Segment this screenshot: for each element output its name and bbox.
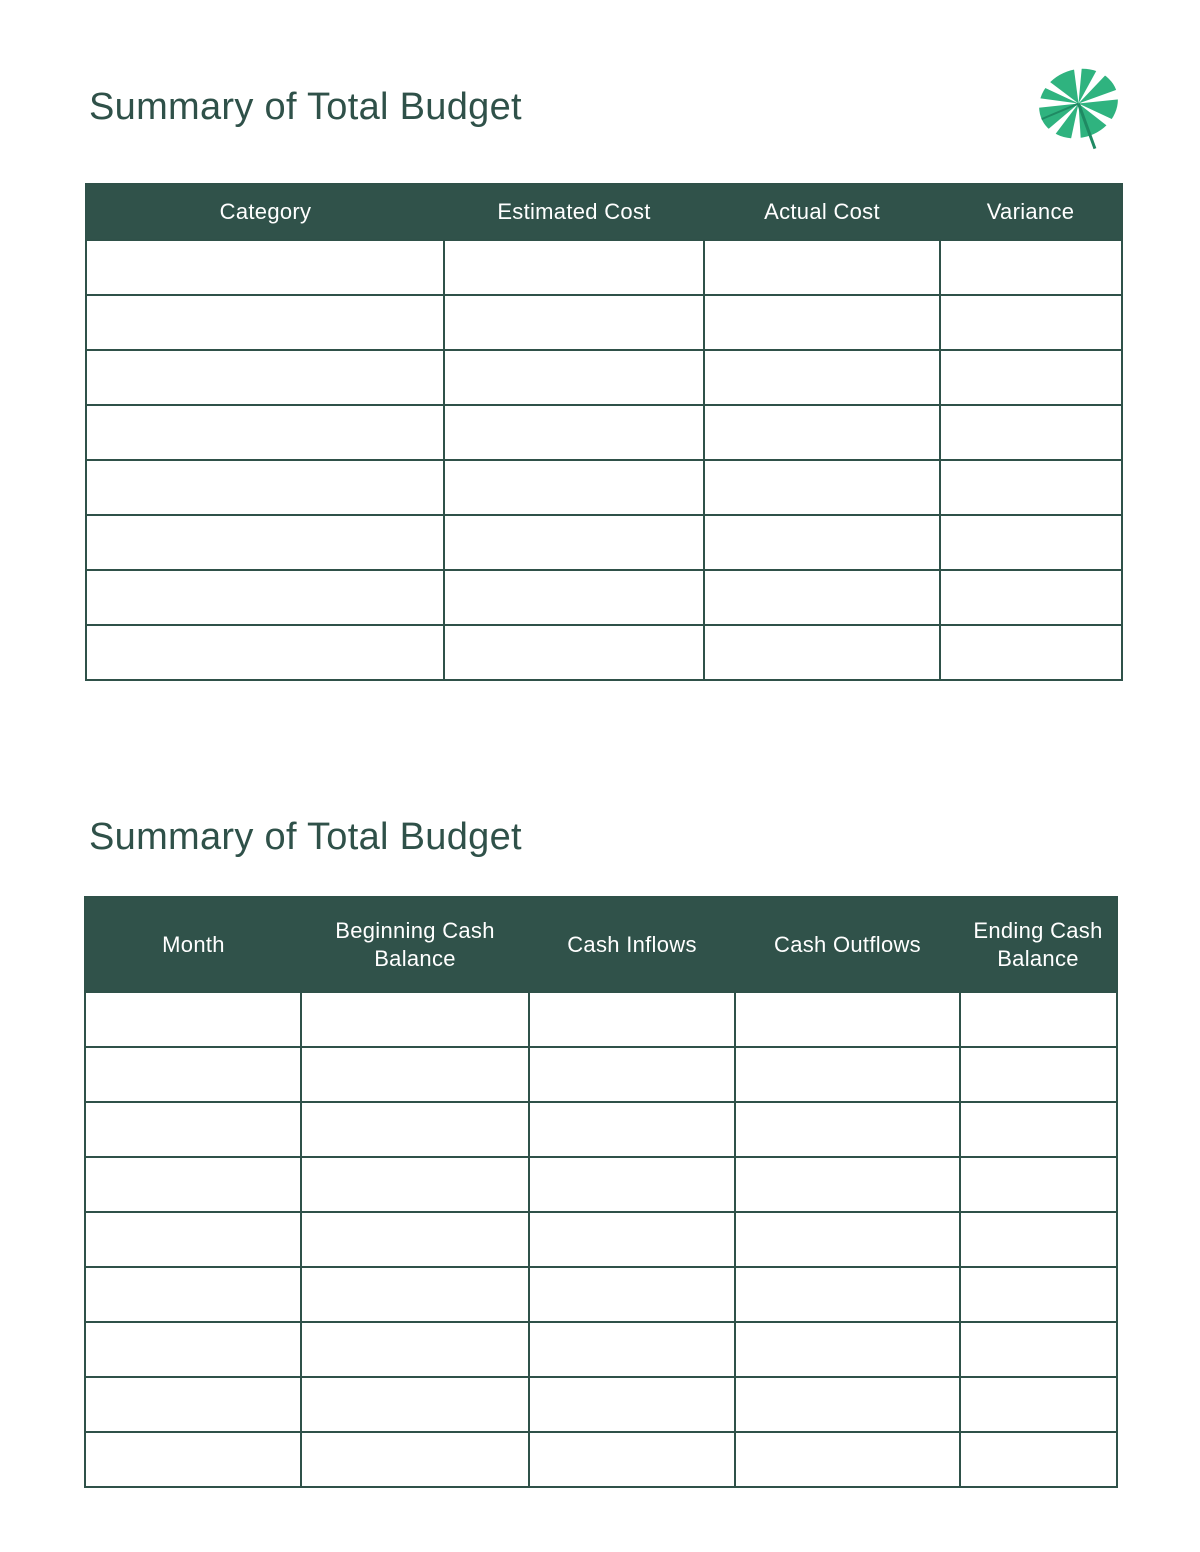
table-cell[interactable]: [301, 1377, 529, 1432]
table-row: [85, 1047, 1117, 1102]
table-cell[interactable]: [940, 295, 1122, 350]
table-cell[interactable]: [735, 1432, 960, 1487]
table-row: [85, 1432, 1117, 1487]
table-cell[interactable]: [85, 1102, 301, 1157]
table-cell[interactable]: [444, 460, 704, 515]
table-cell[interactable]: [85, 1212, 301, 1267]
column-header-cash-outflows: Cash Outflows: [735, 897, 960, 992]
table-cell[interactable]: [704, 350, 940, 405]
column-header-month: Month: [85, 897, 301, 992]
table-cell[interactable]: [85, 992, 301, 1047]
table-cell[interactable]: [86, 460, 444, 515]
table-cell[interactable]: [444, 240, 704, 295]
monstera-leaf-icon: [1030, 62, 1126, 154]
table-cell[interactable]: [85, 1322, 301, 1377]
table-cell[interactable]: [529, 1102, 735, 1157]
table-row: [86, 350, 1122, 405]
table-cell[interactable]: [960, 992, 1117, 1047]
table-cell[interactable]: [960, 1267, 1117, 1322]
table-cell[interactable]: [529, 1377, 735, 1432]
table-row: [85, 1267, 1117, 1322]
table-row: [85, 1157, 1117, 1212]
table-cell[interactable]: [529, 1432, 735, 1487]
column-header-actual-cost: Actual Cost: [704, 184, 940, 240]
table-cell[interactable]: [704, 240, 940, 295]
table-cell[interactable]: [735, 1047, 960, 1102]
table-row: [86, 625, 1122, 680]
cash-flow-table: [84, 896, 1118, 1488]
table-cell[interactable]: [444, 570, 704, 625]
table-cell[interactable]: [86, 570, 444, 625]
table-cell[interactable]: [301, 1047, 529, 1102]
table-cell[interactable]: [85, 1157, 301, 1212]
table-row: [86, 515, 1122, 570]
table-body: [86, 240, 1122, 680]
table-cell[interactable]: [86, 405, 444, 460]
column-header-estimated-cost: Estimated Cost: [444, 184, 704, 240]
table-cell[interactable]: [529, 1212, 735, 1267]
table-body: [85, 992, 1117, 1487]
table-row: [86, 295, 1122, 350]
table-row: [86, 240, 1122, 295]
table-cell[interactable]: [960, 1432, 1117, 1487]
table-cell[interactable]: [444, 295, 704, 350]
table-cell[interactable]: [85, 1377, 301, 1432]
table-cell[interactable]: [444, 515, 704, 570]
table-cell[interactable]: [529, 1157, 735, 1212]
column-header-category: Category: [86, 184, 444, 240]
table-cell[interactable]: [86, 240, 444, 295]
table-cell[interactable]: [960, 1212, 1117, 1267]
table-row: [85, 1377, 1117, 1432]
table-cell[interactable]: [960, 1157, 1117, 1212]
table-cell[interactable]: [529, 1047, 735, 1102]
table-header-row: [85, 897, 1117, 992]
table-cell[interactable]: [960, 1322, 1117, 1377]
table-row: [86, 405, 1122, 460]
table-cell[interactable]: [86, 295, 444, 350]
table-cell[interactable]: [704, 295, 940, 350]
table-cell[interactable]: [301, 1267, 529, 1322]
budget-summary-table: [85, 183, 1123, 681]
table-cell[interactable]: [940, 405, 1122, 460]
table-cell[interactable]: [960, 1377, 1117, 1432]
table-cell[interactable]: [940, 240, 1122, 295]
table-cell[interactable]: [444, 405, 704, 460]
table-cell[interactable]: [940, 515, 1122, 570]
table-cell[interactable]: [735, 1267, 960, 1322]
column-header-ending-cash-balance: Ending Cash Balance: [960, 897, 1117, 992]
table-cell[interactable]: [529, 1267, 735, 1322]
table-header-row: [86, 184, 1122, 240]
page-title-2: Summary of Total Budget: [89, 816, 522, 858]
table-row: [85, 1102, 1117, 1157]
table-cell[interactable]: [529, 1322, 735, 1377]
table-cell[interactable]: [301, 1322, 529, 1377]
table-cell[interactable]: [940, 625, 1122, 680]
table-row: [85, 1212, 1117, 1267]
table-cell[interactable]: [704, 570, 940, 625]
table-cell[interactable]: [301, 1432, 529, 1487]
table-cell[interactable]: [529, 992, 735, 1047]
table-cell[interactable]: [86, 515, 444, 570]
table-cell[interactable]: [704, 460, 940, 515]
column-header-beginning-cash-balance: Beginning Cash Balance: [301, 897, 529, 992]
table-cell[interactable]: [735, 1322, 960, 1377]
table-cell[interactable]: [960, 1047, 1117, 1102]
table-cell[interactable]: [704, 625, 940, 680]
table-cell[interactable]: [704, 515, 940, 570]
table-cell[interactable]: [85, 1047, 301, 1102]
table-cell[interactable]: [85, 1432, 301, 1487]
column-header-cash-inflows: Cash Inflows: [529, 897, 735, 992]
table-row: [85, 992, 1117, 1047]
table-cell[interactable]: [301, 1212, 529, 1267]
table-cell[interactable]: [735, 1102, 960, 1157]
page-title: Summary of Total Budget: [89, 86, 522, 128]
table-row: [86, 460, 1122, 515]
table-cell[interactable]: [940, 350, 1122, 405]
table-row: [86, 570, 1122, 625]
table-cell[interactable]: [301, 1157, 529, 1212]
table-cell[interactable]: [735, 1377, 960, 1432]
table-cell[interactable]: [735, 992, 960, 1047]
table-cell[interactable]: [940, 460, 1122, 515]
table-cell[interactable]: [960, 1102, 1117, 1157]
column-header-variance: Variance: [940, 184, 1122, 240]
table-cell[interactable]: [301, 992, 529, 1047]
table-cell[interactable]: [86, 350, 444, 405]
table-cell[interactable]: [444, 350, 704, 405]
table-cell[interactable]: [86, 625, 444, 680]
table-cell[interactable]: [704, 405, 940, 460]
table-cell[interactable]: [735, 1157, 960, 1212]
table-cell[interactable]: [940, 570, 1122, 625]
table-cell[interactable]: [301, 1102, 529, 1157]
table-row: [85, 1322, 1117, 1377]
table-cell[interactable]: [444, 625, 704, 680]
table-cell[interactable]: [85, 1267, 301, 1322]
table-cell[interactable]: [735, 1212, 960, 1267]
